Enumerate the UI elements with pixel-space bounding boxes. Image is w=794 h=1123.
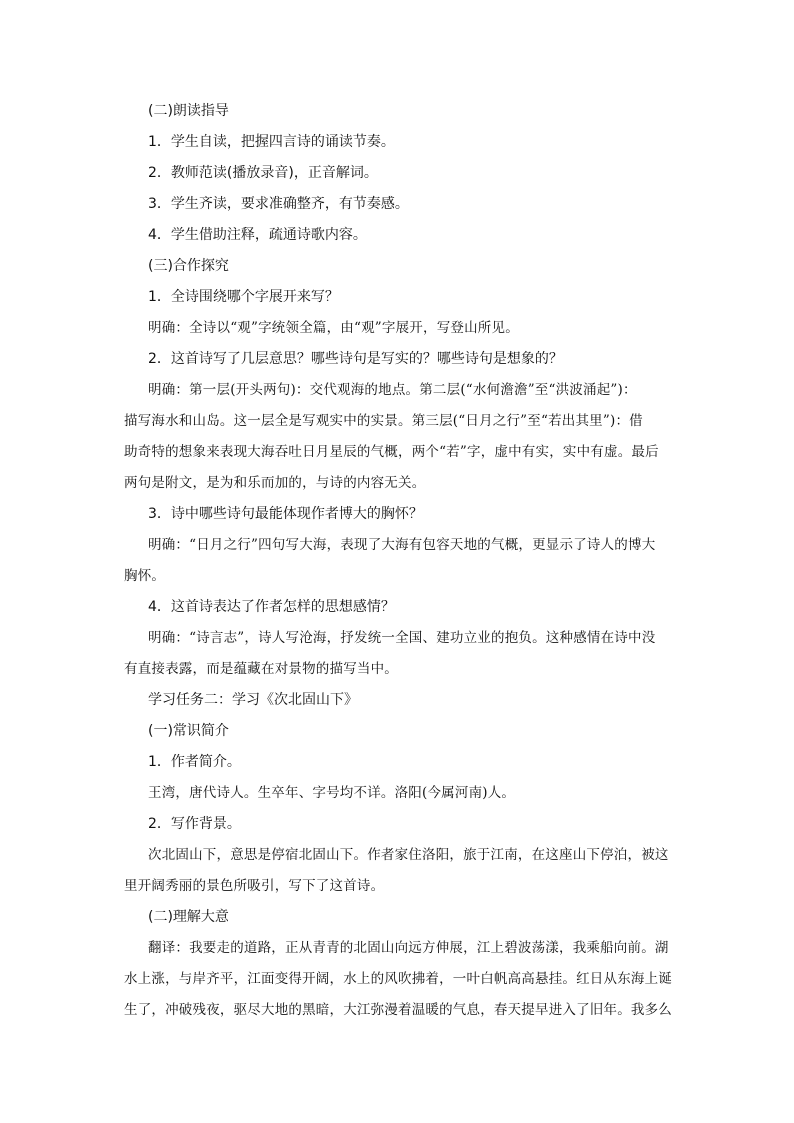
answer-paragraph-line: 胸怀。: [124, 568, 166, 584]
document-body: [124, 96, 672, 1026]
background-paragraph-line: 里开阔秀丽的景色所吸引，写下了这首诗。: [124, 878, 385, 894]
list-item: 2．写作背景。: [148, 816, 241, 832]
list-item: 4．学生借助注释，疏通诗歌内容。: [148, 227, 367, 243]
list-item: 1．学生自读，把握四言诗的诵读节奏。: [148, 134, 395, 150]
section-heading-background: (一)常识简介: [148, 723, 229, 739]
task-heading: 学习任务二：学习《次北固山下》: [148, 692, 358, 708]
translation-paragraph-line: 生了，冲破残夜，驱尽大地的黑暗，大江弥漫着温暖的气息，春天提早进入了旧年。我多么: [124, 1002, 672, 1018]
translation-paragraph-line: 水上涨，与岸齐平，江面变得开阔，水上的风吹拂着，一叶白帆高高悬挂。红日从东海上诞: [124, 971, 672, 987]
answer-paragraph: 明确：全诗以“观”字统领全篇，由“观”字展开，写登山所见。: [148, 320, 519, 336]
translation-paragraph: 翻译：我要走的道路，正从青青的北固山向远方伸展，江上碧波荡漾，我乘船向前。湖: [148, 940, 669, 956]
answer-paragraph-line: 助奇特的想象来表现大海吞吐日月星辰的气概，两个“若”字，虚中有实，实中有虚。最后: [124, 444, 659, 460]
answer-paragraph-line: 描写海水和山岛。这一层全是写观实中的实景。第三层(“日月之行”至“若出其里”)：借: [124, 413, 643, 429]
background-paragraph: 次北固山下，意思是停宿北固山下。作者家住洛阳，旅于江南，在这座山下停泊，被这: [148, 847, 669, 863]
list-item: 3．学生齐读，要求准确整齐，有节奏感。: [148, 196, 409, 212]
question: 4．这首诗表达了作者怎样的思想感情？: [148, 599, 395, 615]
answer-paragraph-line: 有直接表露，而是蕴藏在对景物的描写当中。: [124, 661, 398, 677]
question: 3．诗中哪些诗句最能体现作者博大的胸怀？: [148, 506, 423, 522]
section-heading-reading-guide: (二)朗读指导: [148, 103, 229, 119]
section-heading-meaning: (二)理解大意: [148, 909, 229, 925]
answer-paragraph: 明确：“日月之行”四句写大海，表现了大海有包容天地的气概，更显示了诗人的博大: [148, 537, 656, 553]
answer-paragraph: 明确：“诗言志”，诗人写沧海，抒发统一全国、建功立业的抱负。这种感情在诗中没: [148, 630, 656, 646]
question: 1．全诗围绕哪个字展开来写？: [148, 289, 339, 305]
section-heading-cooperative-inquiry: (三)合作探究: [148, 258, 229, 274]
author-intro-paragraph: 王湾，唐代诗人。生卒年、字号均不详。洛阳(今属河南)人。: [148, 785, 516, 801]
answer-paragraph: 明确：第一层(开头两句)：交代观海的地点。第二层(“水何澹澹”至“洪波涌起”)：: [148, 382, 637, 398]
question: 2．这首诗写了几层意思？哪些诗句是写实的？哪些诗句是想象的？: [148, 351, 563, 367]
list-item: 1．作者简介。: [148, 754, 241, 770]
answer-paragraph-line: 两句是附文，是为和乐而加的，与诗的内容无关。: [124, 475, 426, 491]
list-item: 2．教师范读(播放录音)，正音解词。: [148, 165, 378, 181]
